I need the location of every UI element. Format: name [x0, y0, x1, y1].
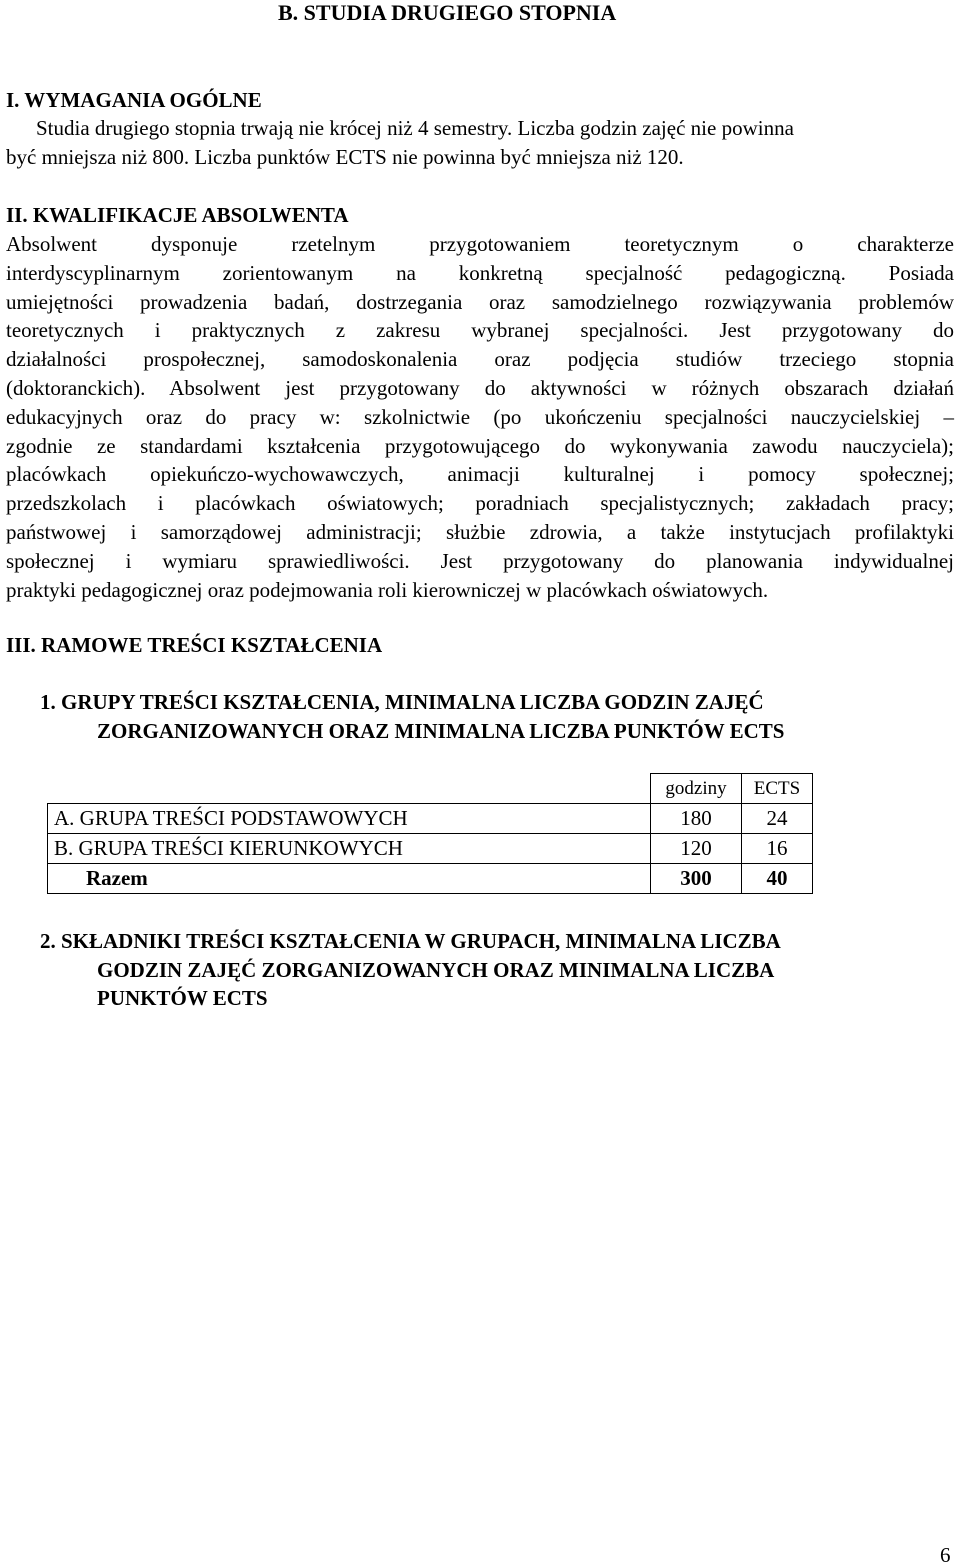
paragraph-line: placówkach opiekuńczo-wychowawczych, animacji kulturalnej i pomocy społecznej; [6, 462, 954, 487]
section-1-heading: I. WYMAGANIA OGÓLNE [6, 88, 262, 112]
table-header-cell: godziny [651, 774, 742, 804]
paragraph-line: umiejętności prowadzenia badań, dostrzegania oraz samodzielnego rozwiązywania problemów [6, 289, 954, 314]
paragraph-line: (doktoranckich). Absolwent jest przygotowany do aktywności w różnych obszarach działań [6, 375, 954, 400]
table-row [48, 834, 813, 864]
table-cell: Razem [48, 864, 651, 894]
paragraph-line: teoretycznych i praktycznych z zakresu wybranej specjalności. Jest przygotowany do [6, 318, 954, 343]
paragraph-line: działalności prospołecznej, samodoskonalenia oraz podjęcia studiów trzeciego stopnia [6, 347, 954, 372]
subsection-2-heading-line: PUNKTÓW ECTS [97, 986, 268, 1010]
paragraph-line: zgodnie ze standardami kształcenia przygotowującego do wykonywania zawodu nauczyciela); [6, 433, 954, 458]
table-header-cell: ECTS [742, 774, 813, 804]
paragraph-line: edukacyjnych oraz do pracy w: szkolnictwie (po ukończeniu specjalności nauczycielskiej – [6, 404, 954, 429]
table-cell: B. GRUPA TREŚCI KIERUNKOWYCH [48, 834, 651, 864]
section-2-paragraph [6, 230, 954, 604]
paragraph-line: przedszkolach i placówkach oświatowych; poradniach specjalistycznych; zakładach pracy; [6, 491, 954, 516]
paragraph-line: Absolwent dysponuje rzetelnym przygotowaniem teoretycznym o charakterze [6, 232, 954, 256]
table-total-row [48, 864, 813, 894]
table-header-cell [48, 774, 651, 804]
table-cell: 300 [651, 864, 742, 894]
table-cell: 180 [651, 804, 742, 834]
section-3-heading: III. RAMOWE TREŚCI KSZTAŁCENIA [6, 633, 383, 657]
subsection-2-heading-line: 2. SKŁADNIKI TREŚCI KSZTAŁCENIA W GRUPACH, MINIMALNA LICZBA [40, 929, 781, 953]
section-1-text-line: być mniejsza niż 800. Liczba punktów ECTS nie powinna być mniejsza niż 120. [6, 145, 684, 169]
table-row [48, 804, 813, 834]
subsection-2-heading-line: GODZIN ZAJĘĆ ZORGANIZOWANYCH ORAZ MINIMALNA LICZBA [97, 958, 775, 982]
subsection-1-heading-line: ZORGANIZOWANYCH ORAZ MINIMALNA LICZBA PUNKTÓW ECTS [97, 719, 785, 743]
content-groups-table [47, 773, 813, 894]
table-cell: 40 [742, 864, 813, 894]
paragraph-line: praktyki pedagogicznej oraz podejmowania roli kierowniczej w placówkach oświatowych. [6, 577, 769, 602]
paragraph-line: społecznej i wymiaru sprawiedliwości. Jest przygotowany do planowania indywidualnej [6, 548, 954, 573]
table-cell: 16 [742, 834, 813, 864]
table-cell: 24 [742, 804, 813, 834]
table-cell: A. GRUPA TREŚCI PODSTAWOWYCH [48, 804, 651, 834]
page-title: B. STUDIA DRUGIEGO STOPNIA [278, 0, 617, 25]
table-header-row [48, 774, 813, 804]
page-number: 6 [940, 1543, 951, 1567]
paragraph-line: interdyscyplinarnym zorientowanym na konkretną specjalność pedagogiczną. Posiada [6, 260, 954, 285]
section-1-text-line: Studia drugiego stopnia trwają nie krócej niż 4 semestry. Liczba godzin zajęć nie powinna [36, 116, 794, 140]
table-cell: 120 [651, 834, 742, 864]
subsection-1-heading-line: 1. GRUPY TREŚCI KSZTAŁCENIA, MINIMALNA LICZBA GODZIN ZAJĘĆ [40, 690, 764, 714]
section-2-heading: II. KWALIFIKACJE ABSOLWENTA [6, 203, 349, 227]
paragraph-line: państwowej i samorządowej administracji; służbie zdrowia, a także instytucjach profilaktyki [6, 519, 954, 544]
